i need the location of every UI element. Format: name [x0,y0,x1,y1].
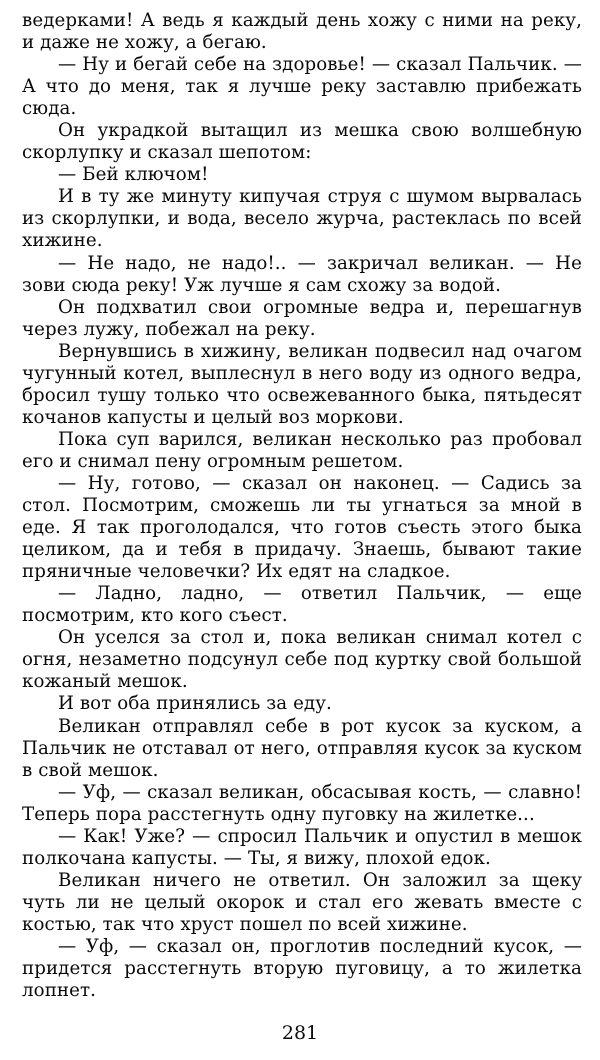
paragraph: Вернувшись в хижину, великан подвесил над очагом чугунный котел, выплеснул в него воду из одного ведра, бросил тушу только что освежеванного быка, пятьдесят кочанов капусты и целый воз моркови. [22,340,582,428]
paragraph: Великан ничего не ответил. Он заложил за щеку чуть ли не целый окорок и стал его жевать вместе с костью, так что хруст пошел по всей хижине. [22,869,582,935]
paragraph: — Бей ключом! [58,164,209,186]
paragraph: Он подхватил свои огромные ведра и, перешагнув через лужу, побежал на реку. [22,296,582,340]
paragraph: Великан отправлял себе в рот кусок за куском, а Пальчик не отставал от него, отправляя кусок за куском в свой мешок. [22,715,582,781]
paragraph-continuation: ведерками! А ведь я каждый день хожу с ними на реку, и даже не хожу, а бегаю. [22,10,582,54]
paragraph: — Ну, готово, — сказал он наконец. — Садись за стол. Посмотрим, сможешь ли ты угнаться за мной в еде. Я так проголодался, что готов съесть этого быка целиком, да и тебя в придачу. Знаешь, бывают такие пряничные человечки? Их едят на сладкое. [22,472,582,583]
paragraph: — Не надо, не надо!.. — закричал великан. — Не зови сюда реку! Уж лучше я сам схожу за водой. [22,252,582,296]
page-number: 281 [281,1022,319,1044]
page-text [22,10,582,1002]
paragraph: Он украдкой вытащил из мешка свою волшебную скорлупку и сказал шепотом: [22,120,582,164]
paragraph: Он уселся за стол и, пока великан снимал котел с огня, незаметно подсунул себе под куртку свой большой кожаный мешок. [22,627,582,693]
paragraph: — Как! Уже? — спросил Пальчик и опустил в мешок полкочана капусты. — Ты, я вижу, плохой едок. [22,825,582,869]
paragraph: И в ту же минуту кипучая струя с шумом вырвалась из скорлупки, и вода, весело журча, растеклась по всей хижине. [22,186,582,252]
paragraph: — Ладно, ладно, — ответил Пальчик, — еще посмотрим, кто кого съест. [22,583,582,627]
paragraph: — Уф, — сказал он, проглотив последний кусок, — придется расстегнуть вторую пуговицу, а то жилетка лопнет. [22,935,582,1002]
paragraph: Пока суп варился, великан несколько раз пробовал его и снимал пену огромным решетом. [22,428,582,472]
paragraph: — Ну и бегай себе на здоровье! — сказал Пальчик. — А что до меня, так я лучше реку заставлю прибежать сюда. [22,54,582,120]
paragraph: — Уф, — сказал великан, обсасывая кость, — славно! Теперь пора расстегнуть одну пуговку на жилетке... [22,781,582,825]
paragraph: И вот оба принялись за еду. [58,693,332,715]
